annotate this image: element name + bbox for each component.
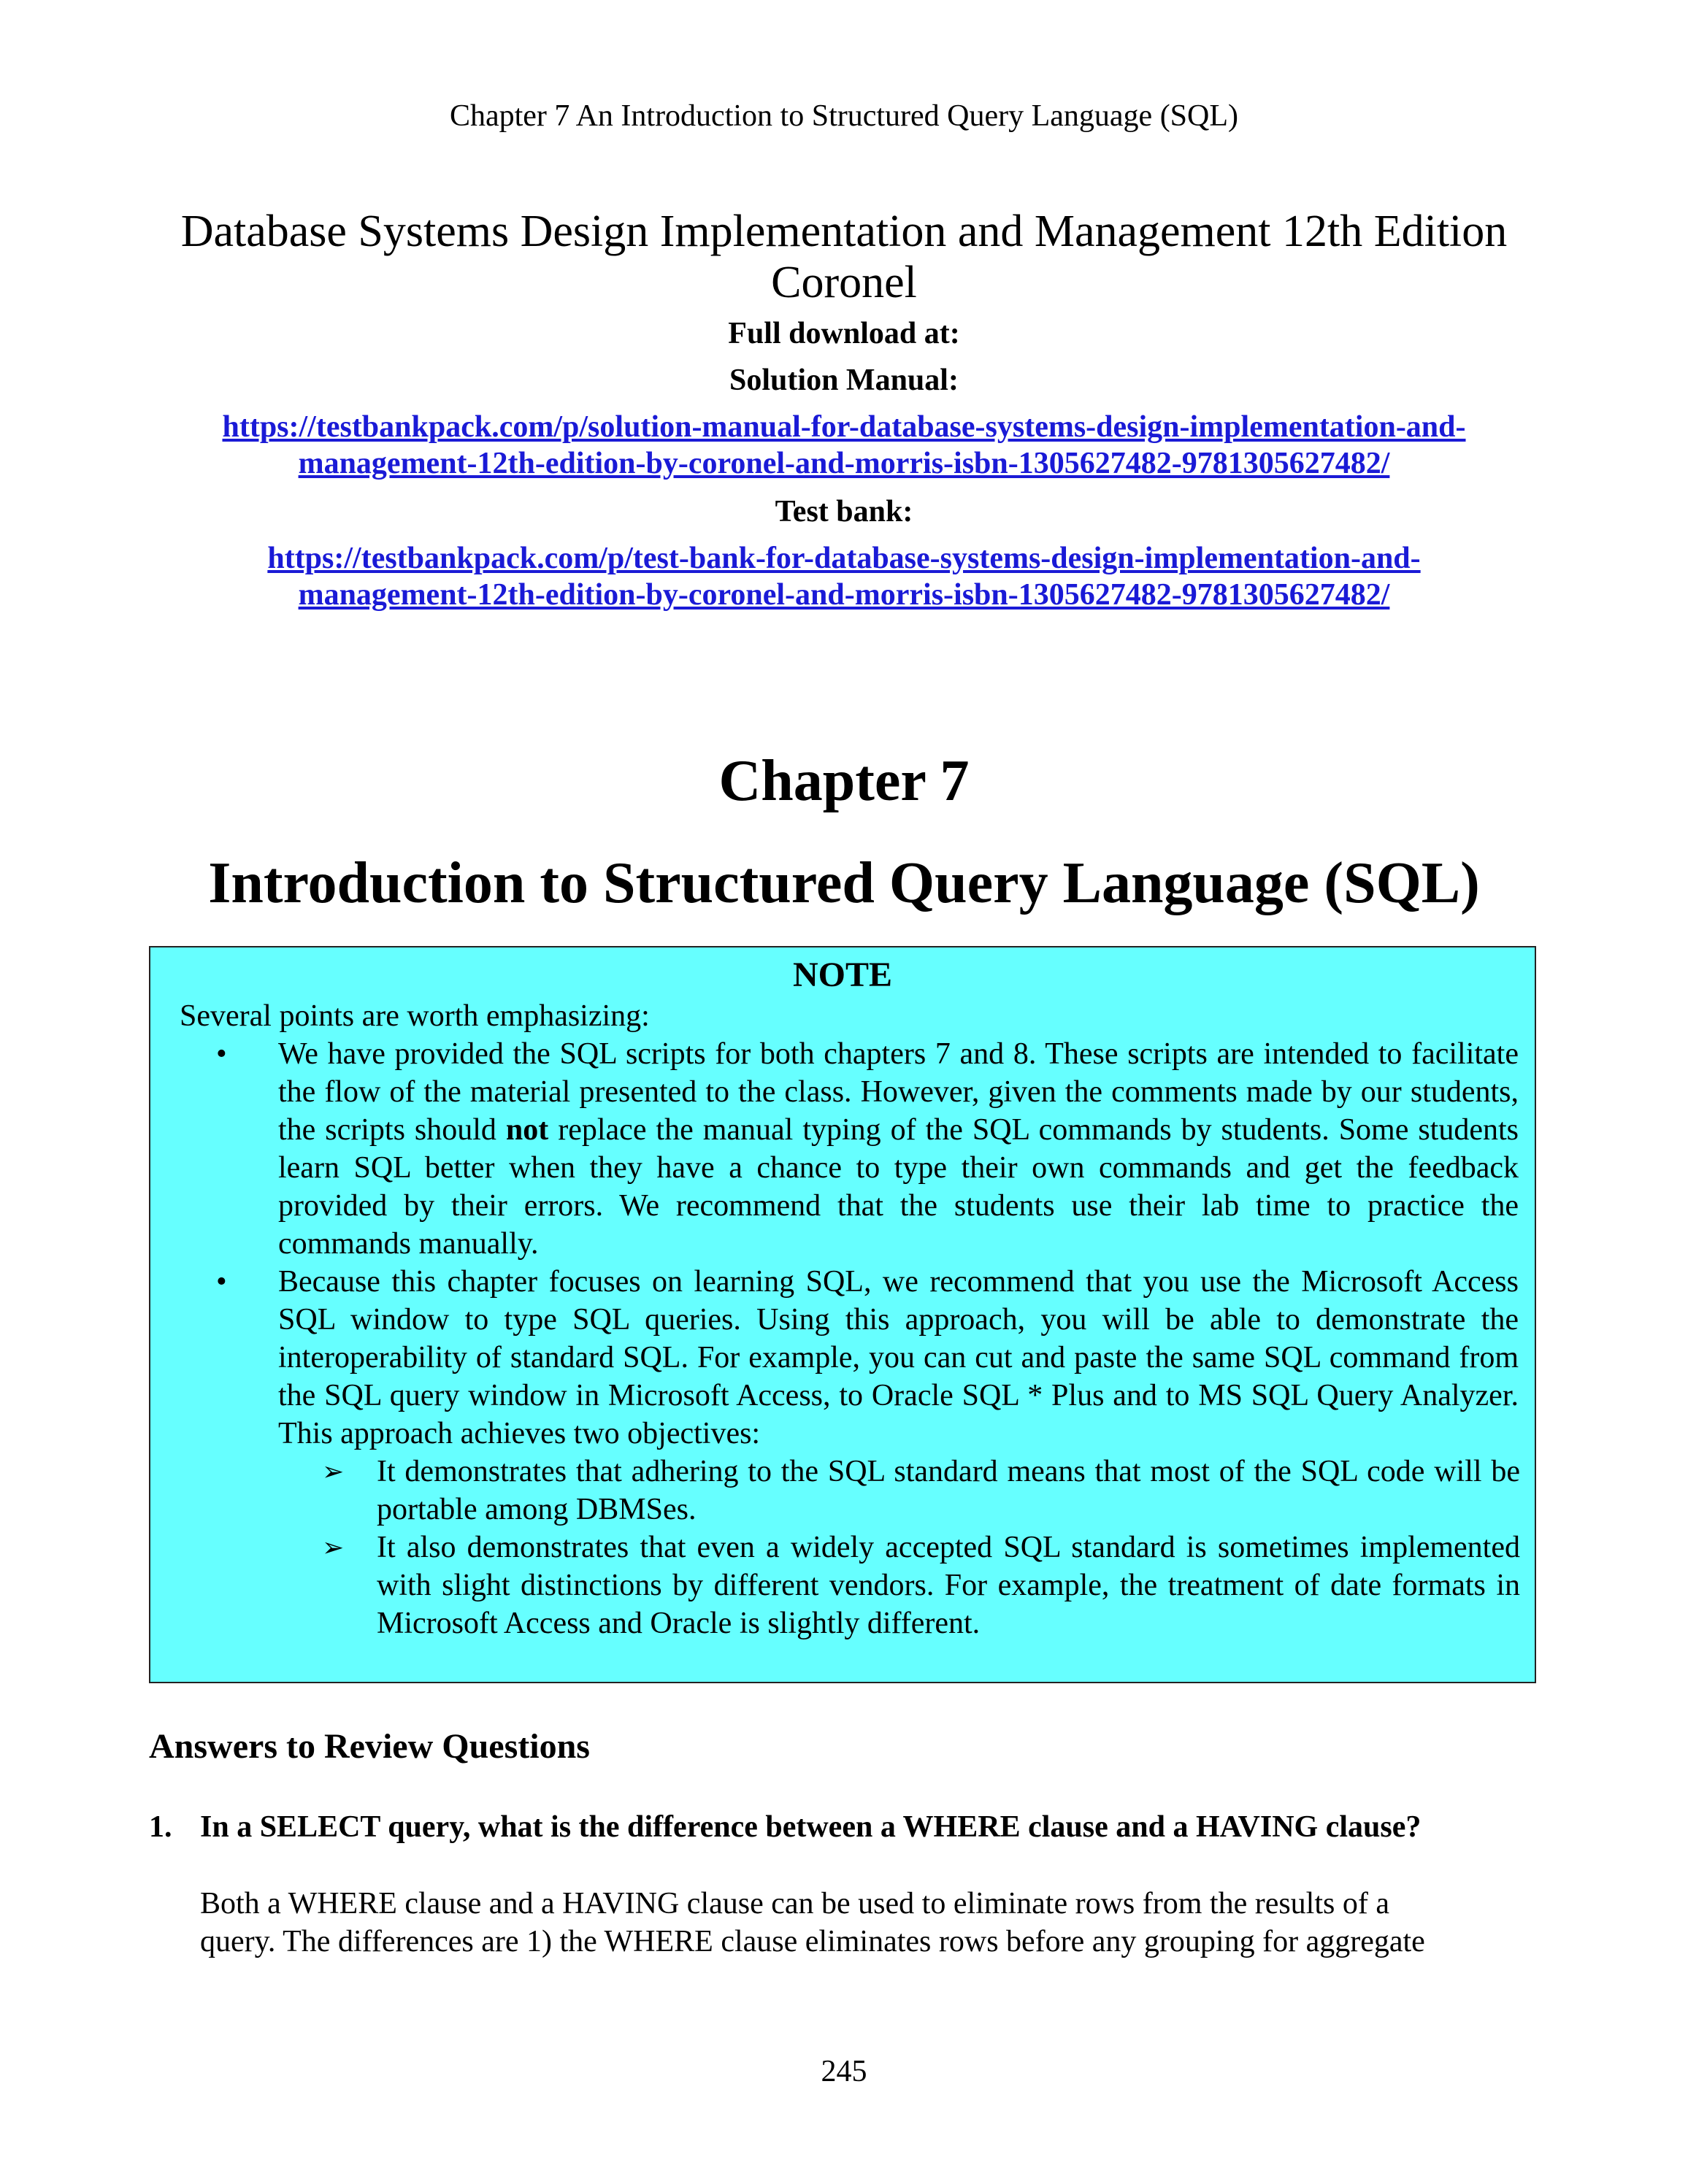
note-sub-bullet-1-text: It demonstrates that adhering to the SQL standard means that most of the SQL code will be portable among DBMSes. [377,1455,1520,1526]
test-bank-url-line2[interactable]: management-12th-edition-by-coronel-and-morris-isbn-1305627482-9781305627482/ [298,578,1390,612]
question-number: 1. [149,1810,172,1844]
solution-manual-url-line1[interactable]: https://testbankpack.com/p/solution-manual-for-database-systems-design-implementation-and- [222,410,1466,444]
solution-manual-link[interactable] [102,409,1586,482]
bullet-icon: • [216,1037,227,1071]
book-title-line2: Coronel [771,258,917,307]
page-number: 245 [821,2055,867,2088]
arrow-bullet-icon: ➢ [322,1457,345,1486]
section-heading: Answers to Review Questions [149,1727,590,1766]
chapter-title: Introduction to Structured Query Language (SQL) [208,851,1480,915]
full-download-label: Full download at: [728,317,960,350]
note-sub-bullet-2 [165,1529,1520,1642]
note-box [149,946,1536,1683]
note-bullet-2 [165,1263,1519,1453]
note-sub-bullet-2-text: It also demonstrates that even a widely accepted SQL standard is sometimes implemented with slight distinctions by different vendors. For example, the treatment of date formats in Microsoft Access and Oracle is slightly different. [377,1531,1520,1640]
book-title [102,206,1586,308]
answer-line-1: Both a WHERE clause and a HAVING clause can be used to eliminate rows from the results of a [200,1887,1389,1920]
solution-manual-url-line2[interactable]: management-12th-edition-by-coronel-and-morris-isbn-1305627482-9781305627482/ [298,447,1390,480]
solution-manual-label: Solution Manual: [729,364,959,397]
chapter-number: Chapter 7 [718,749,970,813]
note-bullet-1 [165,1035,1519,1263]
note-bullet-1-text-b: replace the manual typing of the SQL commands by students. Some students learn SQL better when they have a chance to type their own commands and get the feedback provided by their errors. We recommend that the students use their lab time to practice the commands manually. [278,1113,1519,1261]
test-bank-label: Test bank: [775,495,913,528]
note-bullet-1-text-a: We have provided the SQL scripts for both chapters 7 and 8. These scripts are intended to facilitate the flow of the material presented to the class. However, given the comments made by our students, the scripts should [278,1037,1519,1147]
note-bullet-1-bold: not [505,1113,549,1147]
note-intro: Several points are worth emphasizing: [180,999,650,1033]
note-title: NOTE [792,956,893,994]
test-bank-link[interactable] [102,540,1586,613]
note-sub-bullet-1 [165,1453,1520,1529]
running-header: Chapter 7 An Introduction to Structured Query Language (SQL) [449,99,1239,133]
question-text: In a SELECT query, what is the difference between a WHERE clause and a HAVING clause? [200,1810,1422,1844]
bullet-icon: • [216,1265,227,1299]
question-1 [149,1809,1536,1845]
answer-1 [200,1885,1551,1961]
arrow-bullet-icon: ➢ [322,1533,345,1562]
note-bullet-2-text: Because this chapter focuses on learning SQL, we recommend that you use the Microsoft Access SQL window to type SQL queries. Using this approach, you will be able to demonstrate the interoperability of standard SQL. For example, you can cut and paste the same SQL command from the SQL query window in Microsoft Access, to Oracle SQL * Plus and to MS SQL Query Analyzer. This approach achieves two objectives: [278,1265,1519,1450]
answer-line-2: query. The differences are 1) the WHERE clause eliminates rows before any grouping for aggregate [200,1925,1425,1958]
book-title-line1: Database Systems Design Implementation and Management 12th Edition [180,207,1508,256]
test-bank-url-line1[interactable]: https://testbankpack.com/p/test-bank-for-database-systems-design-implementation-and- [267,542,1421,575]
